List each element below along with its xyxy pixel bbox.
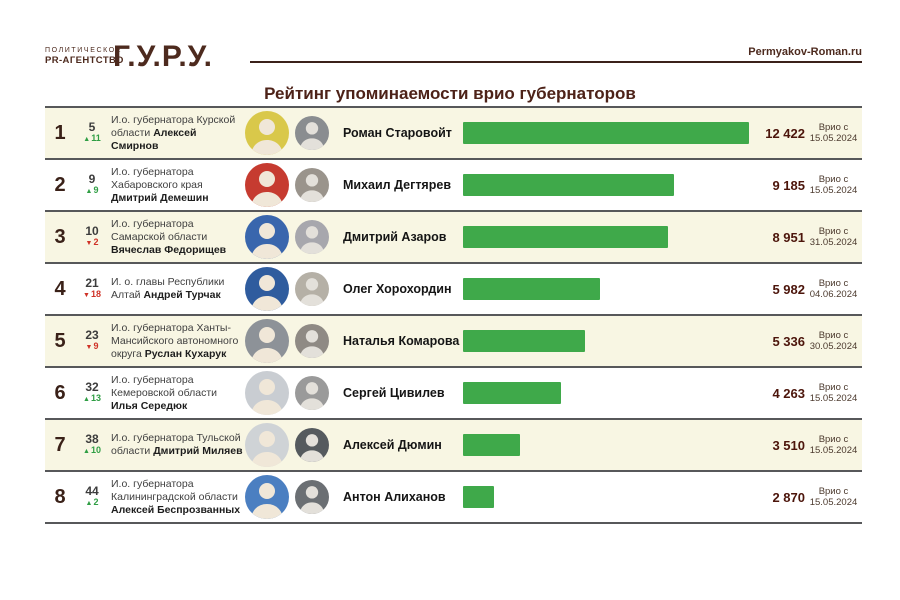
vrio-date: 31.05.2024 xyxy=(809,237,858,248)
trend-arrow-icon: ▲ xyxy=(83,395,90,403)
mentions-bar xyxy=(463,382,561,404)
rank-number: 5 xyxy=(54,329,66,352)
mentions-value: 2 870 xyxy=(772,489,805,505)
rank-number: 3 xyxy=(54,225,66,248)
rank-number: 6 xyxy=(54,381,66,404)
vrio-date: 15.05.2024 xyxy=(809,393,858,404)
appointee-position: И.о. губернатора Калининградской области xyxy=(111,477,238,503)
vrio-date-block xyxy=(805,330,862,353)
rank-change-block xyxy=(75,379,109,405)
predecessor-photo xyxy=(295,480,329,514)
bar-area xyxy=(463,226,759,248)
appointee-description xyxy=(109,114,243,153)
appointee-photo xyxy=(245,319,289,363)
vrio-date-block xyxy=(805,122,862,145)
rank-number: 1 xyxy=(54,121,66,144)
vrio-date: 30.05.2024 xyxy=(809,341,858,352)
appointee-description xyxy=(109,322,243,361)
trend-arrow-icon: ▲ xyxy=(83,135,91,143)
predecessor-photo xyxy=(295,220,329,254)
appointee-photo xyxy=(245,371,289,415)
mentions-bar xyxy=(463,278,600,300)
rank-change-block xyxy=(75,223,109,249)
person-name: Алексей Дюмин xyxy=(343,438,442,452)
previous-rank: 44 xyxy=(85,483,99,498)
trend-delta: 11 xyxy=(91,132,101,143)
appointee-name: Руслан Кухарук xyxy=(144,347,227,360)
trend-delta: 2 xyxy=(93,236,99,247)
vrio-since-label: Врио с xyxy=(818,225,849,237)
predecessor-photo xyxy=(295,324,329,358)
appointee-position: И.о. губернатора Тульской области xyxy=(111,432,241,457)
vrio-since-label: Врио с xyxy=(818,329,849,341)
appointee-position: И.о. губернатора Ханты-Мансийского автономного округа xyxy=(111,321,239,360)
person-name: Олег Хорохордин xyxy=(343,282,452,296)
predecessor-photo xyxy=(295,376,329,410)
appointee-description xyxy=(109,276,243,302)
mentions-bar xyxy=(463,122,749,144)
photos xyxy=(243,423,339,467)
previous-rank: 38 xyxy=(85,431,99,446)
bar-area xyxy=(463,174,759,196)
predecessor-photo xyxy=(295,428,329,462)
mentions-bar xyxy=(463,226,668,248)
person-name: Дмитрий Азаров xyxy=(343,230,447,244)
table-row xyxy=(45,418,862,470)
agency-type-label: ПОЛИТИЧЕСКОЕ xyxy=(45,47,123,54)
previous-rank: 9 xyxy=(88,171,96,186)
site-link[interactable]: Permyakov-Roman.ru xyxy=(748,46,862,58)
appointee-name: Андрей Турчак xyxy=(143,289,221,301)
photos xyxy=(243,475,339,519)
previous-rank: 21 xyxy=(85,275,99,290)
trend-arrow-icon: ▼ xyxy=(85,343,93,351)
vrio-since-label: Врио с xyxy=(818,173,849,185)
vrio-since-label: Врио с xyxy=(818,433,849,445)
previous-rank: 5 xyxy=(88,119,96,134)
appointee-photo xyxy=(245,215,289,259)
person-name: Роман Старовойт xyxy=(343,126,452,140)
vrio-since-label: Врио с xyxy=(818,121,849,133)
mentions-value: 12 422 xyxy=(765,125,805,141)
appointee-description xyxy=(109,432,243,458)
table-row xyxy=(45,210,862,262)
photos xyxy=(243,111,339,155)
agency-label: PR-АГЕНТСТВО xyxy=(45,55,124,66)
trend-delta: 18 xyxy=(90,288,101,299)
appointee-description xyxy=(109,478,243,517)
vrio-date-block xyxy=(805,434,862,457)
bar-area xyxy=(463,330,759,352)
trend xyxy=(75,497,109,509)
appointee-description xyxy=(109,166,243,205)
appointee-position: И. о. главы Республики Алтай xyxy=(111,276,225,301)
vrio-date: 15.05.2024 xyxy=(809,497,858,508)
mentions-bar xyxy=(463,330,585,352)
appointee-position: И.о. губернатора Хабаровского края xyxy=(111,165,203,191)
table-row xyxy=(45,262,862,314)
appointee-name: Дмитрий Демешин xyxy=(111,191,209,204)
guru-logo: Г.У.Р.У. xyxy=(113,40,213,73)
bar-area xyxy=(463,278,759,300)
vrio-date-block xyxy=(805,382,862,405)
rank-number: 4 xyxy=(54,277,66,300)
trend xyxy=(75,185,109,197)
vrio-date: 15.05.2024 xyxy=(809,133,858,144)
vrio-since-label: Врио с xyxy=(818,381,849,393)
appointee-name: Дмитрий Миляев xyxy=(153,445,243,457)
page-title: Рейтинг упоминаемости врио губернаторов xyxy=(264,84,636,103)
photos xyxy=(243,371,339,415)
mentions-value: 5 336 xyxy=(772,333,805,349)
mentions-bar xyxy=(463,434,520,456)
vrio-date-block xyxy=(805,174,862,197)
rating-table xyxy=(45,106,862,524)
table-row xyxy=(45,158,862,210)
vrio-date: 04.06.2024 xyxy=(809,289,858,300)
trend xyxy=(75,341,109,353)
bar-area xyxy=(463,486,759,508)
appointee-photo xyxy=(245,267,289,311)
trend-delta: 2 xyxy=(93,496,99,507)
trend xyxy=(75,237,109,249)
vrio-date-block xyxy=(805,278,862,301)
appointee-photo xyxy=(245,423,289,467)
table-row xyxy=(45,366,862,418)
photos xyxy=(243,267,339,311)
table-row xyxy=(45,106,862,158)
appointee-name: Илья Середюк xyxy=(111,399,188,412)
table-row xyxy=(45,314,862,366)
trend-delta: 9 xyxy=(93,184,99,195)
rank-number: 8 xyxy=(54,485,66,508)
vrio-since-label: Врио с xyxy=(818,485,849,497)
predecessor-photo xyxy=(295,168,329,202)
vrio-date-block xyxy=(805,226,862,249)
appointee-description xyxy=(109,374,243,413)
appointee-name: Вячеслав Федорищев xyxy=(111,243,227,256)
appointee-photo xyxy=(245,111,289,155)
photos xyxy=(243,163,339,207)
trend-arrow-icon: ▼ xyxy=(83,291,90,299)
trend-arrow-icon: ▲ xyxy=(83,447,90,455)
trend-arrow-icon: ▲ xyxy=(85,187,93,195)
vrio-since-label: Врио с xyxy=(818,277,849,289)
rank-number: 7 xyxy=(54,433,66,456)
person-name: Наталья Комарова xyxy=(343,334,460,348)
appointee-position: И.о. губернатора Самарской области xyxy=(111,217,208,243)
bar-area xyxy=(463,434,759,456)
appointee-position: И.о. губернатора Курской области xyxy=(111,113,236,139)
rank-change-block xyxy=(75,327,109,353)
appointee-description xyxy=(109,218,243,257)
person-name: Антон Алиханов xyxy=(343,490,446,504)
trend-delta: 10 xyxy=(90,444,101,455)
photos xyxy=(243,319,339,363)
appointee-photo xyxy=(245,475,289,519)
trend-delta: 13 xyxy=(90,392,101,403)
trend-arrow-icon: ▲ xyxy=(85,499,93,507)
mentions-bar xyxy=(463,486,494,508)
mentions-value: 8 951 xyxy=(772,229,805,245)
mentions-value: 5 982 xyxy=(772,281,805,297)
appointee-name: Алексей Смирнов xyxy=(111,126,197,152)
bar-area xyxy=(463,122,759,144)
vrio-date: 15.05.2024 xyxy=(809,445,858,456)
bar-area xyxy=(463,382,759,404)
appointee-position: И.о. губернатора Кемеровской области xyxy=(111,373,218,399)
mentions-value: 4 263 xyxy=(772,385,805,401)
trend xyxy=(75,289,109,301)
trend-delta: 9 xyxy=(93,340,99,351)
trend xyxy=(75,133,109,145)
appointee-photo xyxy=(245,163,289,207)
person-name: Сергей Цивилев xyxy=(343,386,445,400)
predecessor-photo xyxy=(295,116,329,150)
mentions-value: 9 185 xyxy=(772,177,805,193)
vrio-date-block xyxy=(805,486,862,509)
rank-change-block xyxy=(75,431,109,457)
appointee-name: Алексей Беспрозванных xyxy=(111,503,241,516)
mentions-value: 3 510 xyxy=(772,437,805,453)
table-row xyxy=(45,470,862,522)
previous-rank: 23 xyxy=(85,327,99,342)
header-rule xyxy=(250,61,862,63)
trend xyxy=(75,393,109,405)
mentions-bar xyxy=(463,174,674,196)
rank-change-block xyxy=(75,171,109,197)
trend xyxy=(75,445,109,457)
rank-change-block xyxy=(75,275,109,301)
previous-rank: 32 xyxy=(85,379,99,394)
predecessor-photo xyxy=(295,272,329,306)
rank-change-block xyxy=(75,483,109,509)
previous-rank: 10 xyxy=(85,223,99,238)
rank-number: 2 xyxy=(54,173,66,196)
person-name: Михаил Дегтярев xyxy=(343,178,452,192)
vrio-date: 15.05.2024 xyxy=(809,185,858,196)
trend-arrow-icon: ▼ xyxy=(85,239,93,247)
rank-change-block xyxy=(75,119,109,145)
photos xyxy=(243,215,339,259)
